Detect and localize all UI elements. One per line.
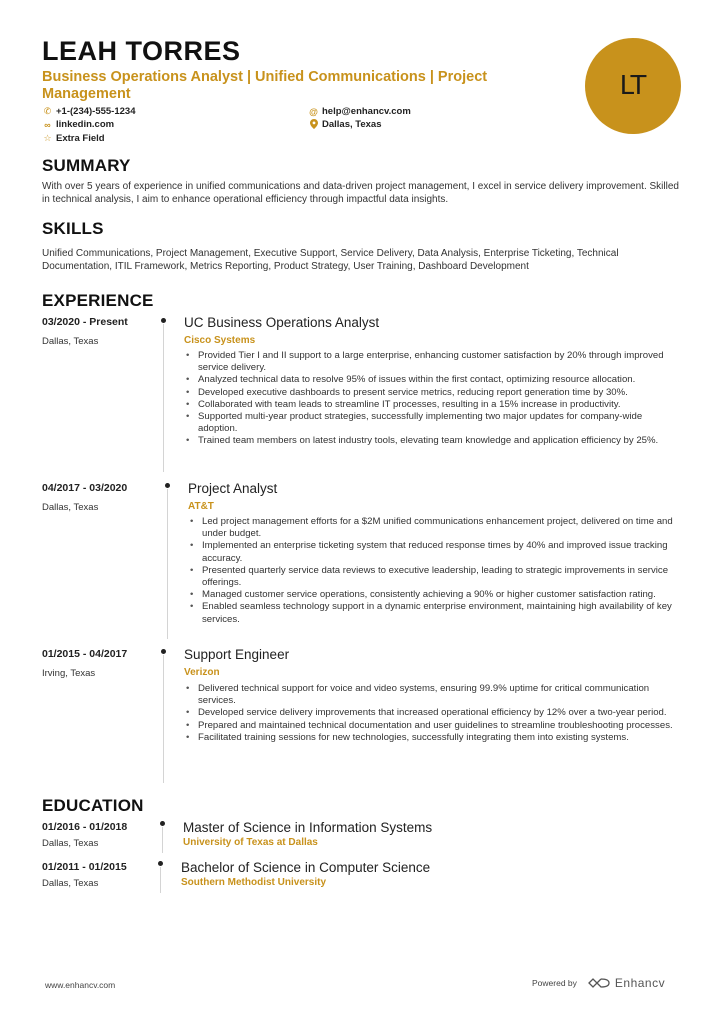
at-icon: @ xyxy=(309,106,318,117)
experience-location: Irving, Texas xyxy=(42,668,96,679)
link-icon: ∞ xyxy=(44,119,51,130)
education-school: University of Texas at Dallas xyxy=(183,837,318,848)
summary-text: With over 5 years of experience in unified communications and data-driven project management, I excel in service delivery improvement. Skilled in technical analysis, I aim to enhance operational efficiency through impactful data insights. xyxy=(42,181,679,205)
avatar-initials: LT xyxy=(619,71,647,101)
list-item: • Prepared and maintained technical documentation and user guidelines to streamline troubleshooting processes. xyxy=(184,720,682,732)
phone-icon: ✆ xyxy=(43,106,52,116)
star-icon: ☆ xyxy=(43,133,52,143)
list-item: • Developed executive dashboards to present service metrics, reducing report generation time by 30%. xyxy=(184,387,682,399)
list-item: • Led project management efforts for a $2M unified communications enhancement project, delivered on time and under budget. xyxy=(188,516,686,540)
contact-location xyxy=(308,118,382,131)
enhancv-logo-icon xyxy=(587,977,611,989)
timeline-dot xyxy=(165,483,170,488)
list-item: • Enabled seamless technology support in a dynamic enterprise environment, maintaining high availability of key services. xyxy=(188,601,686,625)
contact-email[interactable] xyxy=(308,105,411,118)
timeline-dot xyxy=(161,649,166,654)
experience-bullets xyxy=(188,516,686,626)
candidate-name: LEAH TORRES xyxy=(42,36,241,66)
experience-dates: 03/2020 - Present xyxy=(42,316,128,328)
contact-phone-text: +1-(234)-555-1234 xyxy=(56,106,136,117)
timeline-dot xyxy=(161,318,166,323)
brand-name: Enhancv xyxy=(614,976,666,990)
experience-location: Dallas, Texas xyxy=(42,502,99,513)
skills-text: Unified Communications, Project Management, Executive Support, Service Delivery, Data Analysis, Enterprise Ticketing, Technical Documentation, ITIL Framework, Metrics Reporting, Product Strategy, User Training, Dashboard Development xyxy=(42,248,619,272)
brand-logo[interactable] xyxy=(587,976,665,990)
timeline-dot xyxy=(160,821,165,826)
summary-heading: SUMMARY xyxy=(42,156,131,175)
experience-role: Support Engineer xyxy=(184,647,290,662)
list-item: • Collaborated with team leads to streamline IT processes, resulting in a 15% increase in productivity. xyxy=(184,399,682,411)
contact-linkedin-text: linkedin.com xyxy=(56,119,115,130)
education-location: Dallas, Texas xyxy=(42,878,99,889)
education-degree: Bachelor of Science in Computer Science xyxy=(181,860,431,875)
footer-website[interactable]: www.enhancv.com xyxy=(45,980,116,990)
experience-company: Cisco Systems xyxy=(184,335,256,346)
map-pin-icon xyxy=(308,119,319,131)
candidate-headline: Business Operations Analyst | Unified Communications | Project Management xyxy=(42,69,488,102)
education-school: Southern Methodist University xyxy=(181,877,327,888)
timeline-line xyxy=(163,324,164,472)
experience-company: AT&T xyxy=(188,501,214,512)
timeline-dot xyxy=(158,861,163,866)
list-item: • Trained team members on latest industry tools, elevating team knowledge and application efficiency by 25%. xyxy=(184,435,682,447)
contact-linkedin[interactable] xyxy=(42,118,114,131)
list-item: • Supported multi-year product strategies, successfully implementing two major updates for company-wide adoption. xyxy=(184,411,682,435)
skills-heading: SKILLS xyxy=(42,219,104,238)
timeline-line xyxy=(167,489,168,639)
timeline-line xyxy=(162,827,163,853)
timeline-line xyxy=(160,867,161,893)
education-degree: Master of Science in Information Systems xyxy=(183,820,433,835)
powered-by-label: Powered by xyxy=(532,978,577,988)
contact-email-text: help@enhancv.com xyxy=(322,106,411,117)
list-item: • Managed customer service operations, consistently achieving a 90% or higher customer satisfaction rating. xyxy=(188,589,686,601)
education-dates: 01/2011 - 01/2015 xyxy=(42,861,127,873)
contact-location-text: Dallas, Texas xyxy=(322,119,382,130)
education-location: Dallas, Texas xyxy=(42,838,99,849)
education-heading: EDUCATION xyxy=(42,796,144,815)
experience-company: Verizon xyxy=(184,667,220,678)
list-item: • Developed service delivery improvements that increased operational efficiency by 12% over a two-year period. xyxy=(184,707,682,719)
contact-phone[interactable] xyxy=(42,105,135,118)
experience-dates: 01/2015 - 04/2017 xyxy=(42,648,128,660)
list-item: • Analyzed technical data to resolve 95% of issues within the first contact, optimizing resource allocation. xyxy=(184,374,682,386)
experience-heading: EXPERIENCE xyxy=(42,291,154,310)
list-item: • Facilitated training sessions for new technologies, successfully integrating them into existing systems. xyxy=(184,732,682,744)
footer-powered-by xyxy=(532,976,665,990)
experience-role: UC Business Operations Analyst xyxy=(184,315,380,330)
experience-role: Project Analyst xyxy=(188,481,278,496)
timeline-line xyxy=(163,655,164,783)
experience-dates: 04/2017 - 03/2020 xyxy=(42,482,128,494)
experience-location: Dallas, Texas xyxy=(42,336,99,347)
contact-extra xyxy=(42,132,105,145)
list-item: • Presented quarterly service data reviews to executive leadership, leading to strategic improvements in service offerings. xyxy=(188,565,686,589)
contact-extra-text: Extra Field xyxy=(56,133,105,144)
experience-bullets xyxy=(184,683,682,744)
list-item: • Provided Tier I and II support to a large enterprise, enhancing customer satisfaction by 20% through improved service delivery. xyxy=(184,350,682,374)
experience-bullets xyxy=(184,350,682,448)
list-item: • Delivered technical support for voice and video systems, ensuring 99.9% uptime for critical communication services. xyxy=(184,683,682,707)
avatar xyxy=(585,38,681,134)
education-dates: 01/2016 - 01/2018 xyxy=(42,821,128,833)
list-item: • Implemented an enterprise ticketing system that reduced response times by 40% and improved issue tracking accuracy. xyxy=(188,540,686,564)
